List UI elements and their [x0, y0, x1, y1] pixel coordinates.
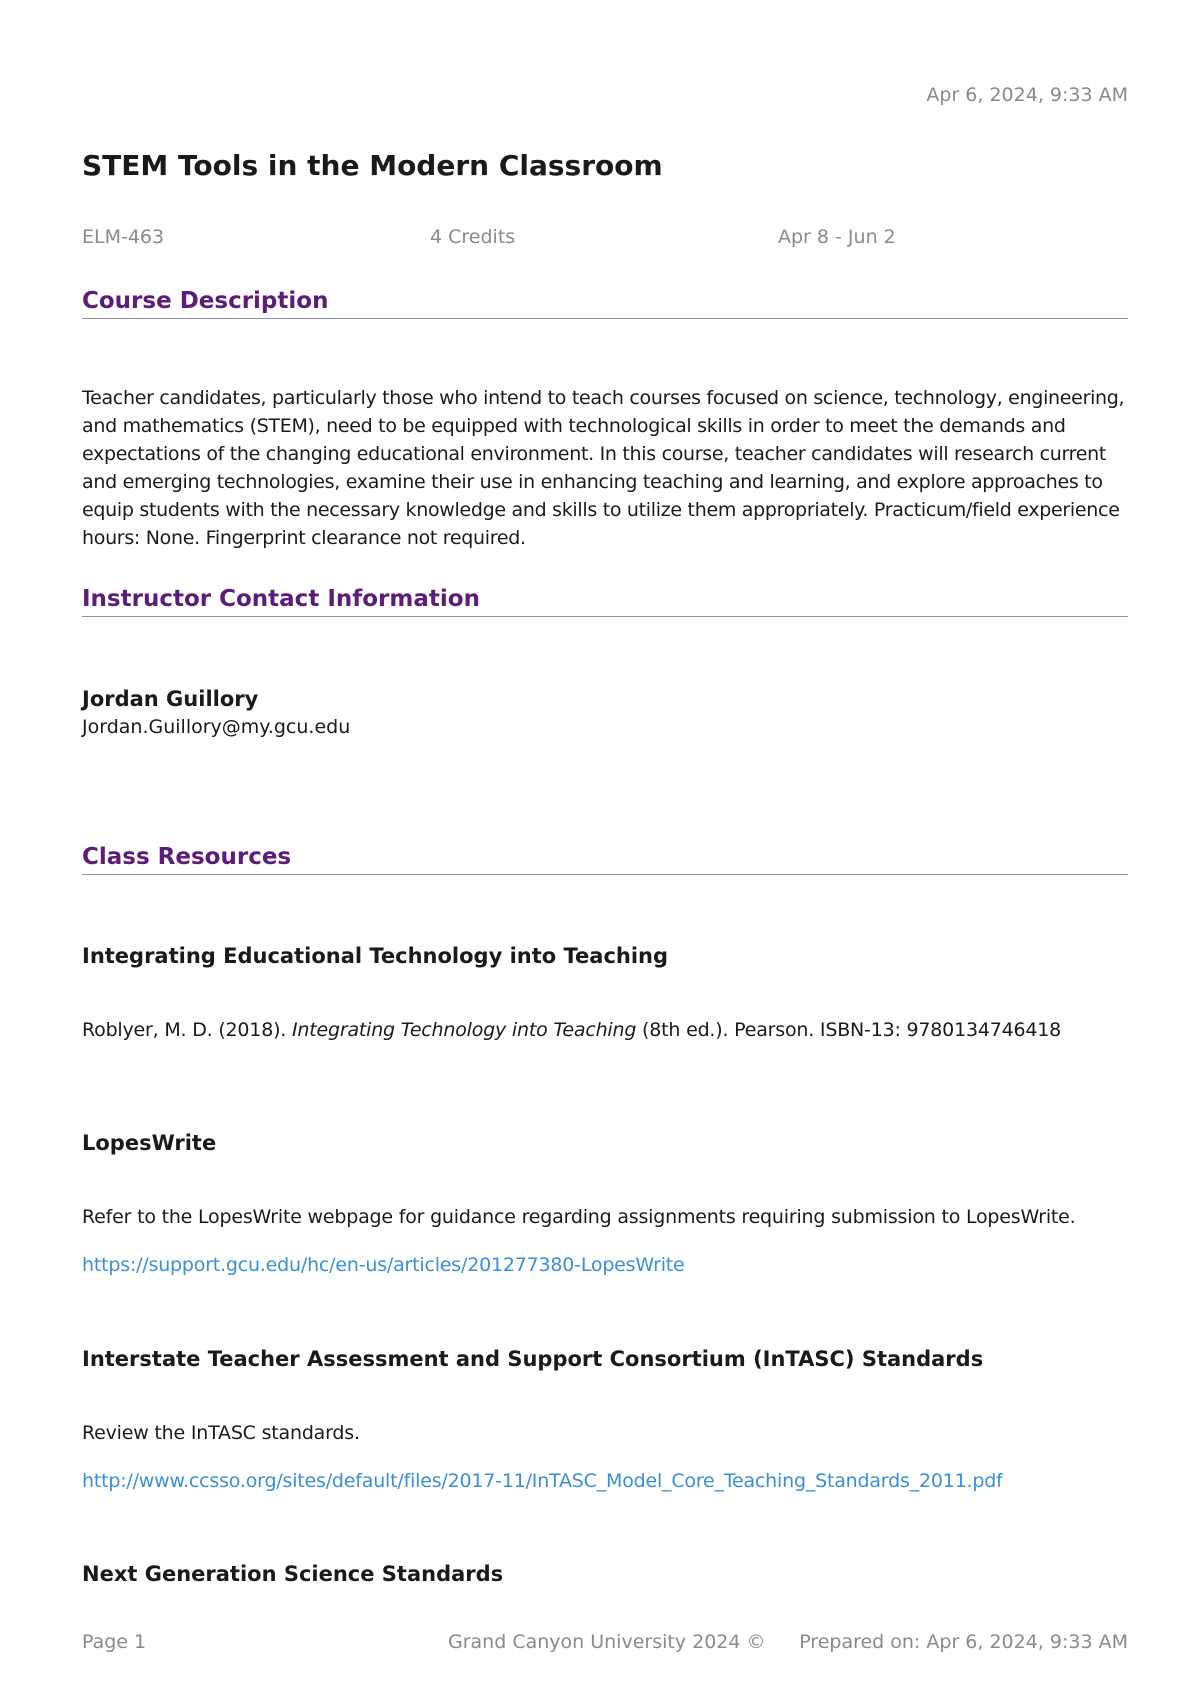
resource-title: Interstate Teacher Assessment and Support Consortium (InTASC) Standards [82, 1347, 984, 1371]
instructor-email: Jordan.Guillory@my.gcu.edu [82, 716, 351, 738]
resource-citation [82, 1019, 1061, 1041]
course-title: STEM Tools in the Modern Classroom [82, 149, 663, 182]
section-heading-course-description: Course Description [82, 288, 1128, 319]
citation-prefix: Roblyer, M. D. (2018). [82, 1019, 292, 1041]
resource-text: Refer to the LopesWrite webpage for guidance regarding assignments requiring submission to LopesWrite. [82, 1206, 1076, 1228]
section-heading-instructor-contact: Instructor Contact Information [82, 586, 1128, 617]
citation-book-title: Integrating Technology into Teaching [291, 1019, 637, 1041]
footer-prepared-on: Prepared on: Apr 6, 2024, 9:33 AM [799, 1631, 1128, 1653]
footer-page-number: Page 1 [82, 1631, 147, 1653]
intasc-standards-link[interactable]: http://www.ccsso.org/sites/default/files/2017-11/InTASC_Model_Core_Teaching_Standards_2011.pdf [82, 1470, 1003, 1492]
citation-suffix: (8th ed.). Pearson. ISBN-13: 9780134746418 [636, 1019, 1062, 1041]
resource-title: LopesWrite [82, 1131, 217, 1155]
course-code: ELM-463 [82, 226, 165, 248]
instructor-name: Jordan Guillory [82, 687, 259, 711]
resource-title: Integrating Educational Technology into Teaching [82, 944, 669, 968]
print-timestamp: Apr 6, 2024, 9:33 AM [926, 84, 1128, 106]
resource-title: Next Generation Science Standards [82, 1562, 504, 1586]
section-heading-class-resources: Class Resources [82, 844, 1128, 875]
syllabus-page [82, 0, 1128, 1696]
resource-text: Review the InTASC standards. [82, 1422, 360, 1444]
footer-copyright: Grand Canyon University 2024 © [448, 1631, 766, 1653]
course-dates: Apr 8 - Jun 2 [778, 226, 896, 248]
course-credits: 4 Credits [430, 226, 516, 248]
lopeswrite-link[interactable]: https://support.gcu.edu/hc/en-us/articles/201277380-LopesWrite [82, 1254, 685, 1276]
course-description-text: Teacher candidates, particularly those who intend to teach courses focused on science, technology, engineering, and mathematics (STEM), need to be equipped with technological skills in order to meet the demands and expectations of the changing educational environment. In this course, teacher candidates will research current and emerging technologies, examine their use in enhancing teaching and learning, and explore approaches to equip students with the necessary knowledge and skills to utilize them appropriately. Practicum/field experience hours: None. Fingerprint clearance not required. [82, 387, 1125, 549]
